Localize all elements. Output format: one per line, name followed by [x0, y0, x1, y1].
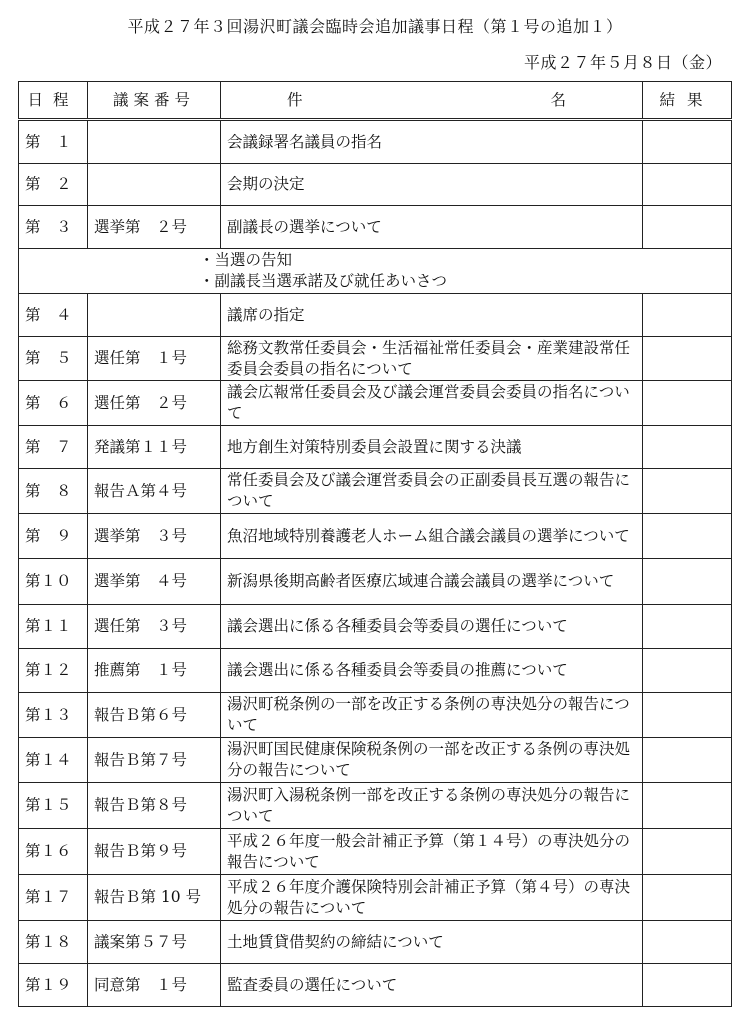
- result-cell: [643, 120, 732, 164]
- result-cell: [643, 829, 732, 875]
- table-row: [19, 164, 732, 206]
- result-cell: [643, 605, 732, 649]
- result-cell: [643, 921, 732, 964]
- result-cell: [643, 206, 732, 249]
- table-row: [19, 337, 732, 381]
- bill-number-cell: 報告Ｂ第８号: [88, 783, 221, 829]
- subject-cell: 湯沢町国民健康保険税条例の一部を改正する条例の専決処分の報告について: [221, 738, 643, 783]
- table-row: [19, 514, 732, 559]
- bill-number-cell: 選挙第 ４号: [88, 559, 221, 605]
- bill-number-cell: 報告Ｂ第 10 号: [88, 875, 221, 921]
- schedule-cell: 第 ９: [19, 514, 88, 559]
- result-cell: [643, 693, 732, 738]
- bill-number-cell: 選任第 １号: [88, 337, 221, 381]
- table-row: [19, 783, 732, 829]
- result-cell: [643, 337, 732, 381]
- bill-number-cell: 選挙第 ２号: [88, 206, 221, 249]
- subject-cell: 湯沢町税条例の一部を改正する条例の専決処分の報告について: [221, 693, 643, 738]
- result-cell: [643, 294, 732, 337]
- note-item: ・当選の告知: [199, 251, 293, 269]
- document-date: 平成２７年５月８日（金）: [523, 53, 722, 72]
- result-cell: [643, 514, 732, 559]
- notes-row: [19, 249, 732, 294]
- table-row: [19, 469, 732, 514]
- table-header-row: [19, 82, 732, 120]
- table-row: [19, 559, 732, 605]
- result-cell: [643, 559, 732, 605]
- bill-number-cell: 発議第１１号: [88, 426, 221, 469]
- schedule-cell: 第 ７: [19, 426, 88, 469]
- table-row: [19, 964, 732, 1007]
- schedule-cell: 第１０: [19, 559, 88, 605]
- schedule-cell: 第 ８: [19, 469, 88, 514]
- table-row: [19, 294, 732, 337]
- table-row: [19, 738, 732, 783]
- subject-cell: 湯沢町入湯税条例一部を改正する条例の専決処分の報告について: [221, 783, 643, 829]
- bill-number-cell: 報告Ａ第４号: [88, 469, 221, 514]
- schedule-cell: 第１５: [19, 783, 88, 829]
- bill-number-cell: 同意第 １号: [88, 964, 221, 1007]
- schedule-cell: 第１６: [19, 829, 88, 875]
- schedule-cell: 第１９: [19, 964, 88, 1007]
- subject-cell: 議会広報常任委員会及び議会運営委員会委員の指名について: [221, 381, 643, 426]
- schedule-cell: 第 ４: [19, 294, 88, 337]
- result-cell: [643, 964, 732, 1007]
- bill-number-cell: 議案第５７号: [88, 921, 221, 964]
- bill-number-cell: 報告Ｂ第９号: [88, 829, 221, 875]
- subject-cell: 副議長の選挙について: [221, 206, 643, 249]
- bill-number-cell: 推薦第 １号: [88, 649, 221, 693]
- result-cell: [643, 875, 732, 921]
- schedule-cell: 第１８: [19, 921, 88, 964]
- table-row: [19, 120, 732, 164]
- table-row: [19, 649, 732, 693]
- schedule-cell: 第１７: [19, 875, 88, 921]
- header-schedule: 日程: [19, 82, 88, 120]
- result-cell: [643, 469, 732, 514]
- table-row: [19, 829, 732, 875]
- header-result: 結果: [643, 82, 732, 120]
- note-item: ・副議長当選承諾及び就任あいさつ: [199, 272, 448, 290]
- table-row: [19, 206, 732, 249]
- subject-cell: 土地賃貸借契約の締結について: [221, 921, 643, 964]
- schedule-cell: 第 ６: [19, 381, 88, 426]
- schedule-cell: 第 ３: [19, 206, 88, 249]
- table-row: [19, 605, 732, 649]
- subject-cell: 議会選出に係る各種委員会等委員の選任について: [221, 605, 643, 649]
- schedule-cell: 第１２: [19, 649, 88, 693]
- subject-cell: 平成２６年度介護保険特別会計補正予算（第４号）の専決処分の報告について: [221, 875, 643, 921]
- bill-number-cell: 選任第 ３号: [88, 605, 221, 649]
- schedule-cell: 第 ５: [19, 337, 88, 381]
- result-cell: [643, 738, 732, 783]
- subject-cell: 会議録署名議員の指名: [221, 120, 643, 164]
- notes-cell: [19, 249, 732, 294]
- table-row: [19, 426, 732, 469]
- subject-cell: 魚沼地域特別養護老人ホーム組合議会議員の選挙について: [221, 514, 643, 559]
- header-subject-left: 件: [287, 90, 303, 109]
- agenda-table: [18, 81, 732, 1007]
- result-cell: [643, 426, 732, 469]
- subject-cell: 議会選出に係る各種委員会等委員の推薦について: [221, 649, 643, 693]
- schedule-cell: 第１３: [19, 693, 88, 738]
- schedule-cell: 第１４: [19, 738, 88, 783]
- table-row: [19, 875, 732, 921]
- result-cell: [643, 783, 732, 829]
- result-cell: [643, 649, 732, 693]
- subject-cell: 常任委員会及び議会運営委員会の正副委員長互選の報告について: [221, 469, 643, 514]
- bill-number-cell: [88, 164, 221, 206]
- schedule-cell: 第 ２: [19, 164, 88, 206]
- bill-number-cell: 選任第 ２号: [88, 381, 221, 426]
- result-cell: [643, 381, 732, 426]
- subject-cell: 監査委員の選任について: [221, 964, 643, 1007]
- header-bill-number: 議案番号: [88, 82, 221, 120]
- bill-number-cell: 選挙第 ３号: [88, 514, 221, 559]
- bill-number-cell: [88, 294, 221, 337]
- table-row: [19, 693, 732, 738]
- table-row: [19, 381, 732, 426]
- subject-cell: 総務文教常任委員会・生活福祉常任委員会・産業建設常任委員会委員の指名について: [221, 337, 643, 381]
- bill-number-cell: [88, 120, 221, 164]
- schedule-cell: 第１１: [19, 605, 88, 649]
- document-title: 平成２７年３回湯沢町議会臨時会追加議事日程（第１号の追加１）: [127, 17, 623, 36]
- bill-number-cell: 報告Ｂ第６号: [88, 693, 221, 738]
- subject-cell: 議席の指定: [221, 294, 643, 337]
- header-subject: [221, 82, 643, 120]
- subject-cell: 平成２６年度一般会計補正予算（第１４号）の専決処分の報告について: [221, 829, 643, 875]
- subject-cell: 新潟県後期高齢者医療広域連合議会議員の選挙について: [221, 559, 643, 605]
- result-cell: [643, 164, 732, 206]
- subject-cell: 会期の決定: [221, 164, 643, 206]
- bill-number-cell: 報告Ｂ第７号: [88, 738, 221, 783]
- subject-cell: 地方創生対策特別委員会設置に関する決議: [221, 426, 643, 469]
- schedule-cell: 第 １: [19, 120, 88, 164]
- table-row: [19, 921, 732, 964]
- header-subject-right: 名: [550, 90, 566, 109]
